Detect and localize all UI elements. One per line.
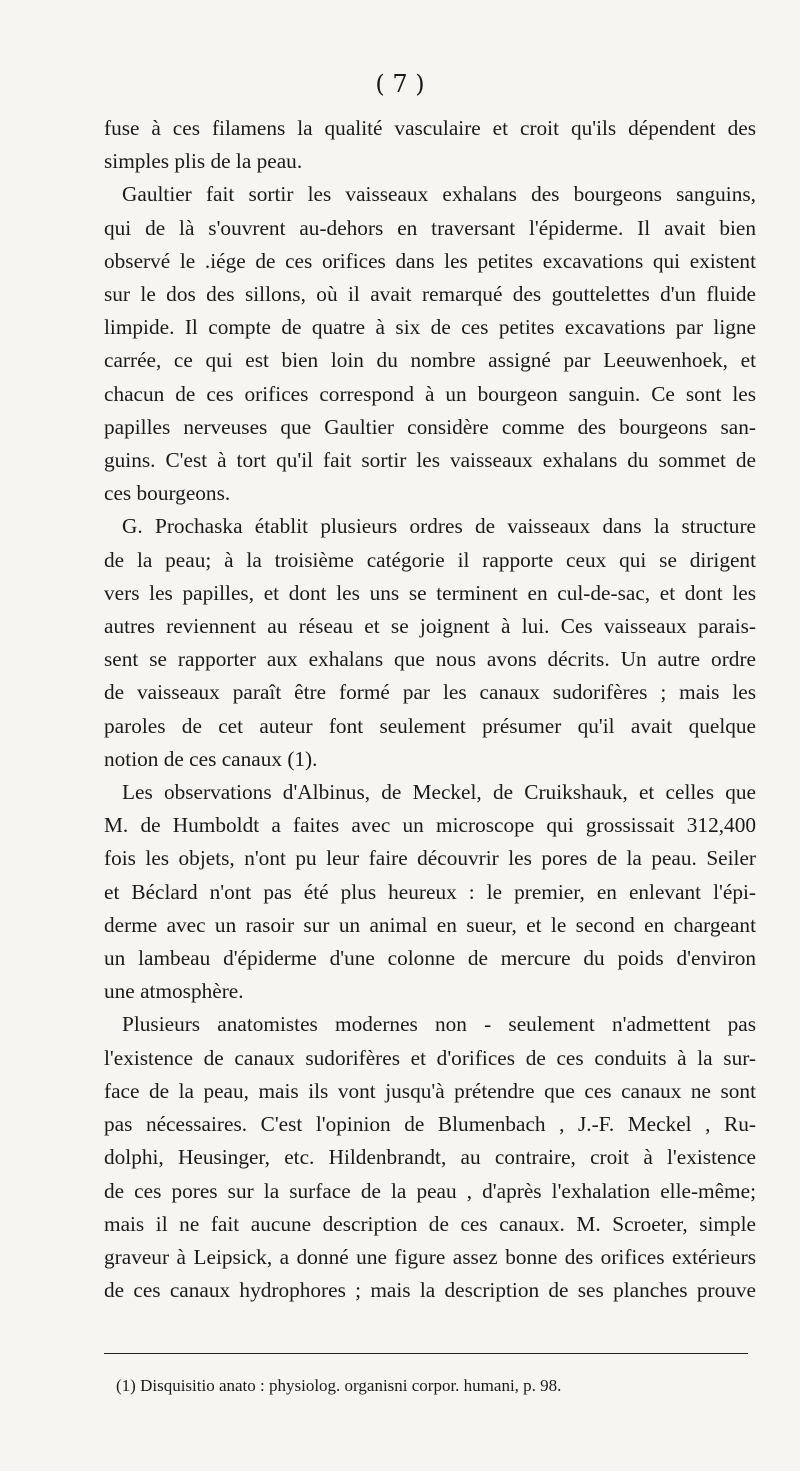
body-text [104,112,756,1307]
text-line: sur le dos des sillons, où il avait remarqué des gouttelettes d'un fluide [104,282,756,307]
text-line: face de la peau, mais ils vont jusqu'à prétendre que ces canaux ne sont [104,1078,756,1103]
text-line: limpide. Il compte de quatre à six de ces petites excavations par ligne [104,315,756,340]
text-line: dolphi, Heusinger, etc. Hildenbrandt, au contraire, croit à l'existence [104,1145,756,1170]
text-line: Gaultier fait sortir les vaisseaux exhalans des bourgeons sanguins, [122,182,756,207]
text-line: sent se rapporter aux exhalans que nous avons décrits. Un autre ordre [104,647,756,672]
text-line: graveur à Leipsick, a donné une figure assez bonne des orifices extérieurs [104,1244,756,1269]
text-line: de ces pores sur la surface de la peau , d'après l'exhalation elle-même; [104,1178,756,1203]
text-line: mais il ne fait aucune description de ces canaux. M. Scroeter, simple [104,1211,756,1236]
text-line: l'existence de canaux sudorifères et d'orifices de ces conduits à la sur- [104,1045,756,1070]
text-line: papilles nerveuses que Gaultier considère comme des bourgeons san- [104,414,756,439]
text-line: G. Prochaska établit plusieurs ordres de vaisseaux dans la structure [122,514,756,539]
text-line: vers les papilles, et dont les uns se terminent en cul-de-sac, et dont les [104,580,756,605]
text-line: fois les objets, n'ont pu leur faire découvrir les pores de la peau. Seiler [104,846,756,871]
text-line: Les observations d'Albinus, de Meckel, de Cruikshauk, et celles que [122,780,756,805]
text-line: pas nécessaires. C'est l'opinion de Blumenbach , J.-F. Meckel , Ru- [104,1112,756,1137]
text-line: et Béclard n'ont pas été plus heureux : le premier, en enlevant l'épi- [104,879,756,904]
text-line: ces bourgeons. [104,481,231,506]
text-line: autres reviennent au réseau et se joignent à lui. Ces vaisseaux parais- [104,614,756,639]
text-line: qui de là s'ouvrent au-dehors en traversant l'épiderme. Il avait bien [104,215,756,240]
text-line: une atmosphère. [104,979,244,1004]
text-line: carrée, ce qui est bien loin du nombre assigné par Leeuwenhoek, et [104,348,756,373]
text-line: Plusieurs anatomistes modernes non - seulement n'admettent pas [122,1012,756,1037]
text-line: M. de Humboldt a faites avec un microscope qui grossissait 312,400 [104,813,756,838]
text-line: de la peau; à la troisième catégorie il rapporte ceux qui se dirigent [104,547,756,572]
page-number: ( 7 ) [375,70,425,98]
text-line: de vaisseaux paraît être formé par les canaux sudorifères ; mais les [104,680,756,705]
text-line: paroles de cet auteur font seulement présumer qu'il avait quelque [104,713,756,738]
text-line: observé le .iége de ces orifices dans les petites excavations qui existent [104,248,756,273]
text-line: derme avec un rasoir sur un animal en sueur, et le second en chargeant [104,912,756,937]
text-line: notion de ces canaux (1). [104,746,318,771]
text-line: simples plis de la peau. [104,149,303,174]
text-line: fuse à ces filamens la qualité vasculaire et croit qu'ils dépendent des [104,116,756,140]
footnote: (1) Disquisitio anato : physiolog. organisni corpor. humani, p. 98. [116,1376,562,1395]
text-line: un lambeau d'épiderme d'une colonne de mercure du poids d'environ [104,946,756,971]
footnote-rule [104,1353,748,1354]
text-line: guins. C'est à tort qu'il fait sortir les vaisseaux exhalans du sommet de [104,448,756,473]
text-line: chacun de ces orifices correspond à un bourgeon sanguin. Ce sont les [104,381,756,406]
text-line: de ces canaux hydrophores ; mais la description de ses planches prouve [104,1278,756,1303]
